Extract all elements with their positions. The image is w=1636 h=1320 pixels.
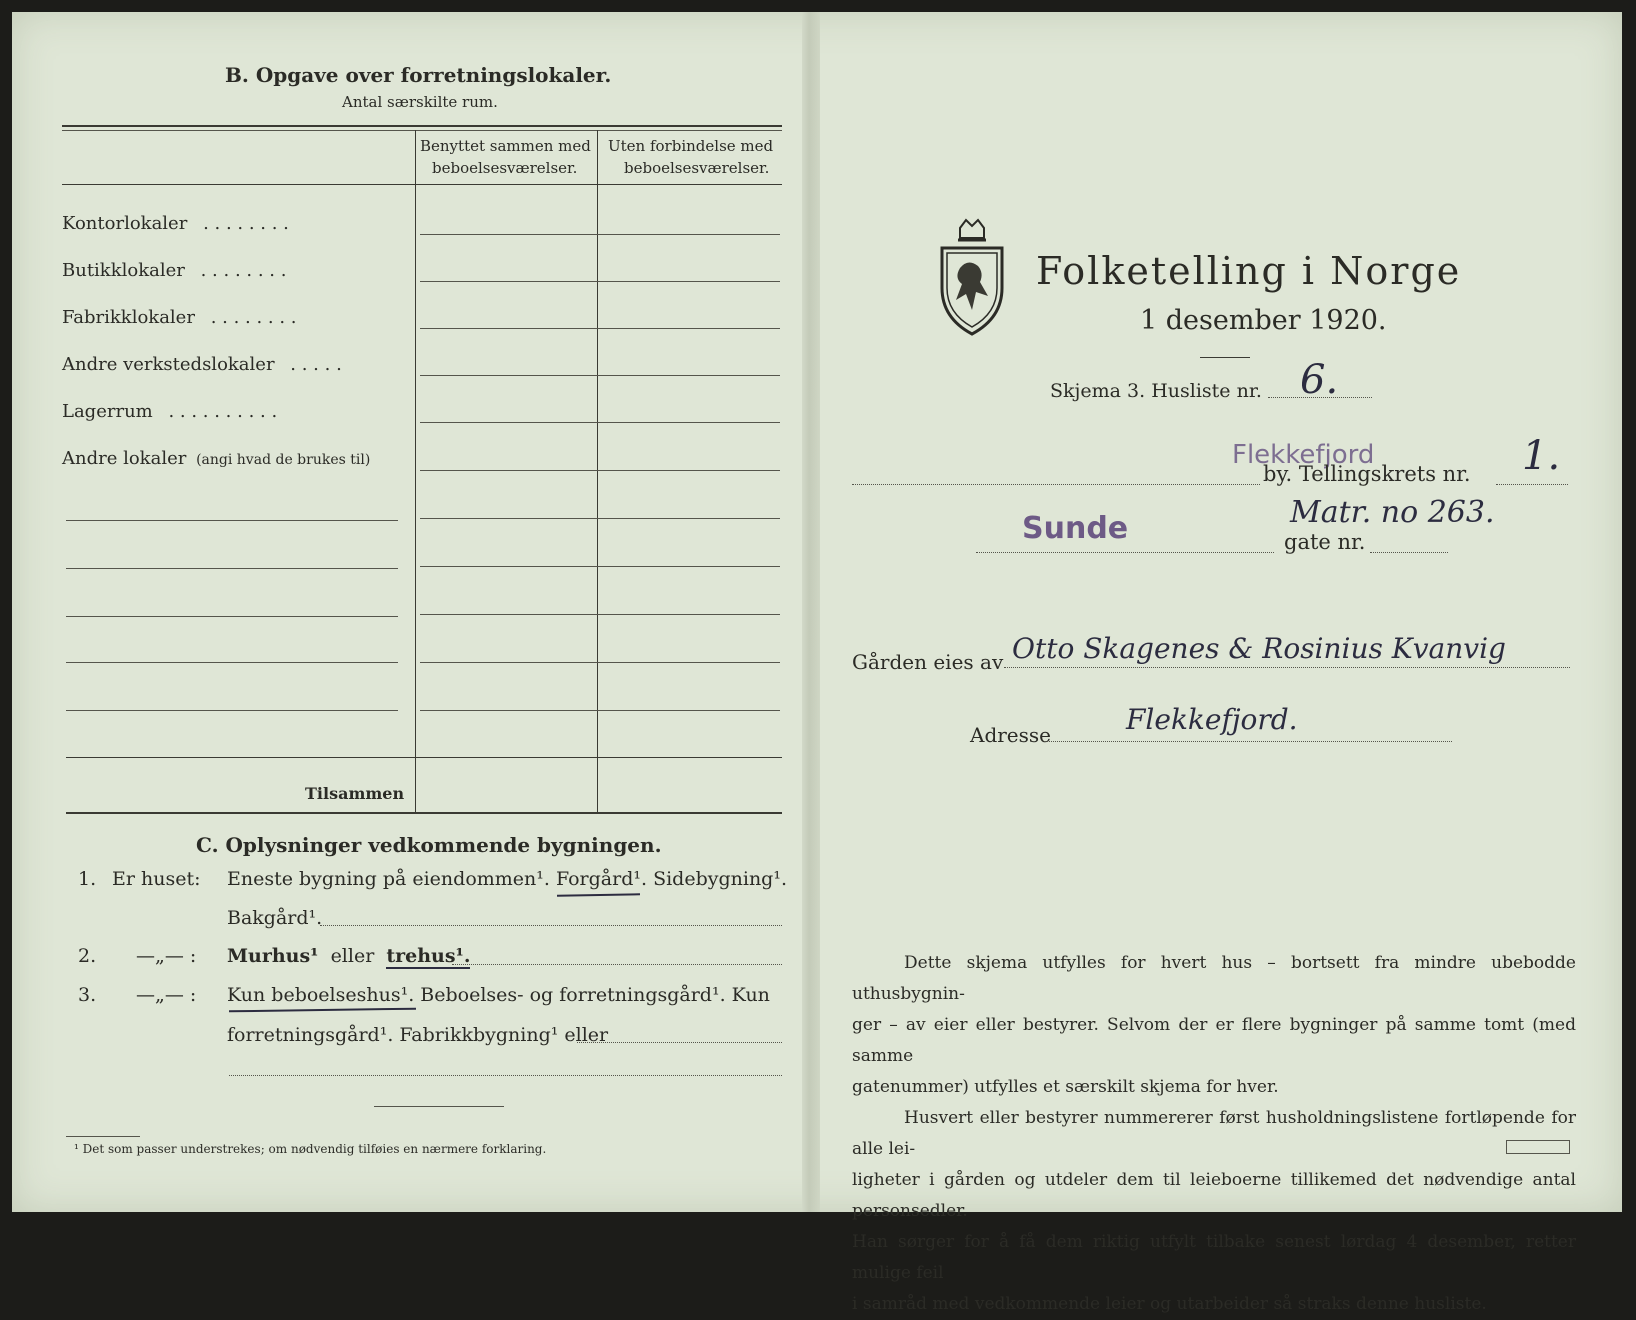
gate-label: gate nr. xyxy=(1284,530,1366,554)
q3-line2: forretningsgård¹. Fabrikkbygning¹ eller xyxy=(227,1024,609,1046)
street-stamp: Sunde xyxy=(1022,511,1129,546)
row-dots: . . . . . . . . xyxy=(203,213,289,234)
q2-number: 2. xyxy=(78,945,97,967)
blank-label-line xyxy=(66,710,398,711)
matrikkel-note: Matr. no 263. xyxy=(1290,495,1495,530)
blank-label-line xyxy=(66,568,398,569)
table-top-rule xyxy=(62,125,782,127)
q1-options: Eneste bygning på eiendommen¹. Forgård¹. Sidebygning¹. xyxy=(227,868,787,890)
eier-value: Otto Skagenes & Rosinius Kvanvig xyxy=(1012,632,1506,665)
row-label: Fabrikklokaler xyxy=(62,307,195,328)
cell-rule xyxy=(420,614,780,615)
q3-fill-line-2 xyxy=(229,1075,782,1076)
q3-lead: —„— : xyxy=(136,984,197,1006)
col-header-2-line2: beboelsesværelser. xyxy=(624,159,770,177)
cell-rule xyxy=(420,710,780,711)
col-header-2-line1: Uten forbindelse med xyxy=(608,137,774,155)
adresse-line xyxy=(1044,741,1452,742)
header-bottom-rule xyxy=(62,184,782,185)
tellingskrets-number: 1. xyxy=(1522,433,1561,479)
q3-number: 3. xyxy=(78,984,97,1006)
cell-rule xyxy=(420,281,780,282)
total-top-rule xyxy=(66,757,782,758)
form-title: Folketelling i Norge xyxy=(1036,249,1462,293)
row-label: Kontorlokaler xyxy=(62,213,188,234)
section-b-title: B. Opgave over forretningslokaler. xyxy=(225,63,612,87)
cell-rule xyxy=(420,422,780,423)
by-label: by. Tellingskrets nr. xyxy=(1263,462,1471,486)
blank-label-line xyxy=(66,616,398,617)
tellingskrets-line xyxy=(1496,484,1568,485)
row-dots: . . . . . . . . xyxy=(200,260,287,281)
instructions xyxy=(852,948,1576,1320)
by-line xyxy=(852,484,1260,485)
instruction-line: ger – av eier eller bestyrer. Selvom der er flere bygninger på samme tomt (med samme xyxy=(852,1015,1576,1066)
row-lagerrum xyxy=(62,401,277,422)
total-col-divider xyxy=(597,757,598,812)
col-header-1-line2: beboelsesværelser. xyxy=(432,159,578,177)
q3-fill-line xyxy=(577,1042,782,1043)
printer-mark xyxy=(1506,1140,1570,1154)
col-divider-1 xyxy=(415,130,416,812)
row-dots: . . . . . . . . xyxy=(210,307,297,328)
row-note: (angi hvad de brukes til) xyxy=(196,452,371,468)
q1-line2: Bakgård¹. xyxy=(227,907,323,929)
row-andre-lokaler xyxy=(62,448,370,469)
q2-fill-line xyxy=(452,964,782,965)
instruction-line: gatenummer) utfylles et særskilt skjema for hver. xyxy=(852,1077,1279,1097)
gate-nr-line xyxy=(1370,552,1448,553)
q2-eller: eller xyxy=(330,945,375,967)
husliste-line xyxy=(1268,397,1372,398)
title-separator xyxy=(1200,357,1250,358)
by-stamp: Flekkefjord xyxy=(1232,440,1375,470)
table-top-rule-2 xyxy=(62,130,782,131)
blank-label-line xyxy=(66,520,398,521)
row-dots: . . . . . . . . . . xyxy=(168,401,278,422)
cell-rule xyxy=(420,566,780,567)
q1-number: 1. xyxy=(78,868,97,890)
cell-rule xyxy=(420,518,780,519)
q2-trehus: trehus¹. xyxy=(386,945,471,967)
row-label: Andre lokaler xyxy=(62,448,187,469)
row-dots: . . . . . xyxy=(290,354,342,375)
cell-rule xyxy=(420,375,780,376)
section-b-subtitle: Antal særskilte rum. xyxy=(342,93,498,111)
eier-line xyxy=(1004,667,1570,668)
row-fabrikklokaler xyxy=(62,307,297,328)
q1-lead: Er huset: xyxy=(112,868,201,890)
eier-label: Gården eies av xyxy=(852,650,1004,674)
row-label: Lagerrum xyxy=(62,401,153,422)
table-bottom-rule xyxy=(66,812,782,814)
q3-options: Kun beboelseshus¹. Beboelses- og forretningsgård¹. Kun xyxy=(227,984,770,1006)
col-header-1-line1: Benyttet sammen med xyxy=(420,137,591,155)
form-date: 1 desember 1920. xyxy=(1140,305,1387,336)
instruction-line: Dette skjema utfylles for hvert hus – bortsett fra mindre ubebodde uthusbygnin- xyxy=(852,953,1576,1004)
cell-rule xyxy=(420,470,780,471)
norwegian-coat-of-arms-icon xyxy=(938,218,1006,336)
instruction-line: i samråd med vedkommende leier og utarbeider så straks denne husliste. xyxy=(852,1294,1487,1314)
q1-fill-line xyxy=(320,925,782,926)
cell-rule xyxy=(420,234,780,235)
row-butikklokaler xyxy=(62,260,286,281)
adresse-value: Flekkefjord. xyxy=(1126,703,1298,736)
section-c-title: C. Oplysninger vedkommende bygningen. xyxy=(196,833,662,857)
cell-rule xyxy=(420,662,780,663)
adresse-label: Adresse xyxy=(970,723,1052,747)
center-fold xyxy=(802,12,820,1212)
street-line xyxy=(976,552,1274,553)
q2-options xyxy=(227,945,470,967)
skjema-label: Skjema 3. Husliste nr. xyxy=(1050,380,1262,402)
footnote: ¹ Det som passer understrekes; om nødvendig tilføies en nærmere forklaring. xyxy=(74,1142,547,1156)
instruction-line: Husvert eller bestyrer nummererer først husholdningslistene fortløpende for alle lei- xyxy=(852,1108,1576,1159)
row-kontorlokaler xyxy=(62,213,289,234)
row-label: Butikklokaler xyxy=(62,260,185,281)
cell-rule xyxy=(420,328,780,329)
q2-lead: —„— : xyxy=(136,945,197,967)
total-label: Tilsammen xyxy=(305,784,405,803)
row-label: Andre verkstedslokaler xyxy=(62,354,275,375)
col-divider-2 xyxy=(597,130,598,758)
instruction-line: Han sørger for å få dem riktig utfylt tilbake senest lørdag 4 desember, retter mulige feil xyxy=(852,1232,1576,1283)
footnote-rule xyxy=(66,1136,140,1137)
blank-label-line xyxy=(66,662,398,663)
section-end-rule xyxy=(374,1106,504,1107)
instruction-line: ligheter i gården og utdeler dem til leieboerne tillikemed det nødvendige antal personsedler. xyxy=(852,1170,1576,1221)
row-andre-verkstedslokaler xyxy=(62,354,342,375)
husliste-number: 6. xyxy=(1300,357,1339,403)
q2-murhus: Murhus¹ xyxy=(227,945,319,967)
